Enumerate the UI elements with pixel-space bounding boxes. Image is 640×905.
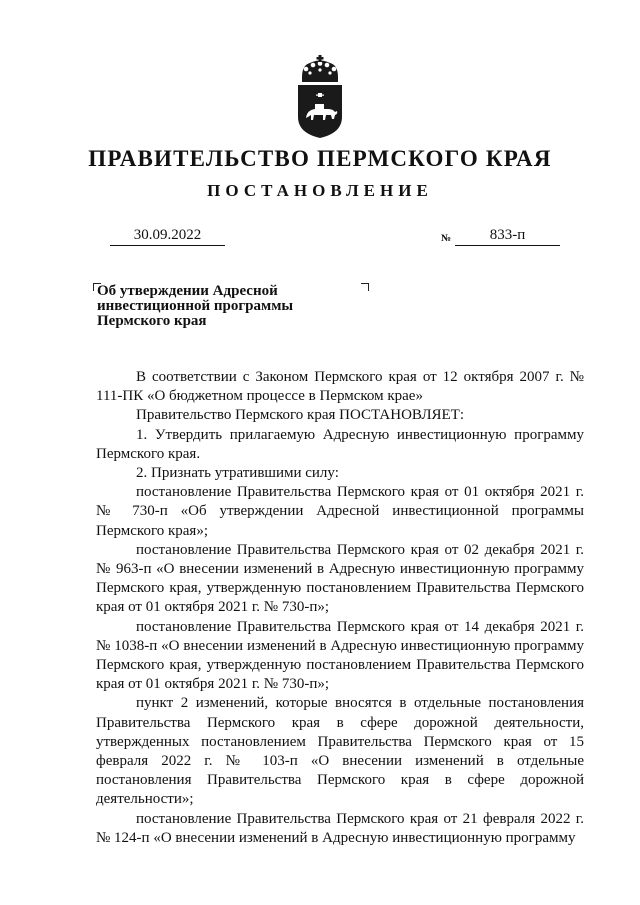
document-body (96, 368, 584, 848)
body-paragraph: 2. Признать утратившими силу: (136, 465, 339, 482)
government-title: ПРАВИТЕЛЬСТВО ПЕРМСКОГО КРАЯ (88, 146, 552, 171)
body-paragraph: постановление Правительства Пермского края от 01 октября 2021 г. № 730-п «Об утверждении Адресной инвестиционной программы Пермского края»; (96, 484, 584, 539)
document-subject (97, 284, 377, 329)
body-paragraph: Правительство Пермского края ПОСТАНОВЛЯЕТ: (136, 407, 465, 424)
document-date: 30.09.2022 (110, 227, 225, 246)
body-paragraph: постановление Правительства Пермского края от 21 февраля 2022 г. № 124-п «О внесении изменений в Адресную инвестиционную программу (96, 810, 584, 846)
body-paragraph: 1. Утвердить прилагаемую Адресную инвестиционную программу Пермского края. (96, 426, 584, 462)
body-paragraph: пункт 2 изменений, которые вносятся в отдельные постановления Правительства Пермского края в сфере дорожной деятельности, утвержденных постановлением Правительства Пермского края от 15 февраля 2022 г. № 103-п «О внесении изменений в отдельные постановления Правительства Пермского края в сфере дорожной деятельности»; (96, 695, 584, 808)
body-paragraph: постановление Правительства Пермского края от 02 декабря 2021 г. № 963-п «О внесении изменений в Адресную инвестиционную программу Пермского края, утвержденную постановлением Правительства Пермского края от 01 октября 2021 г. № 730-п»; (96, 541, 584, 616)
subject-line: Об утверждении Адресной (97, 283, 278, 299)
body-paragraph: В соответствии с Законом Пермского края от 12 октября 2007 г. № 111-ПК «О бюджетном процессе в Пермском крае» (96, 369, 584, 405)
number-label: № (441, 233, 452, 244)
subject-line: инвестиционной программы (97, 298, 294, 314)
perm-krai-coat-of-arms-icon (288, 55, 352, 139)
subject-line: Пермского края (97, 313, 207, 329)
document-type-title: ПОСТАНОВЛЕНИЕ (207, 181, 433, 200)
body-paragraph: постановление Правительства Пермского края от 14 декабря 2021 г. № 1038-п «О внесении изменений в Адресную инвестиционную программу Пермского края, утвержденную постановлением Правительства Пермского края от 01 октября 2021 г. № 730-п»; (96, 618, 584, 693)
document-number: 833-п (455, 227, 560, 246)
